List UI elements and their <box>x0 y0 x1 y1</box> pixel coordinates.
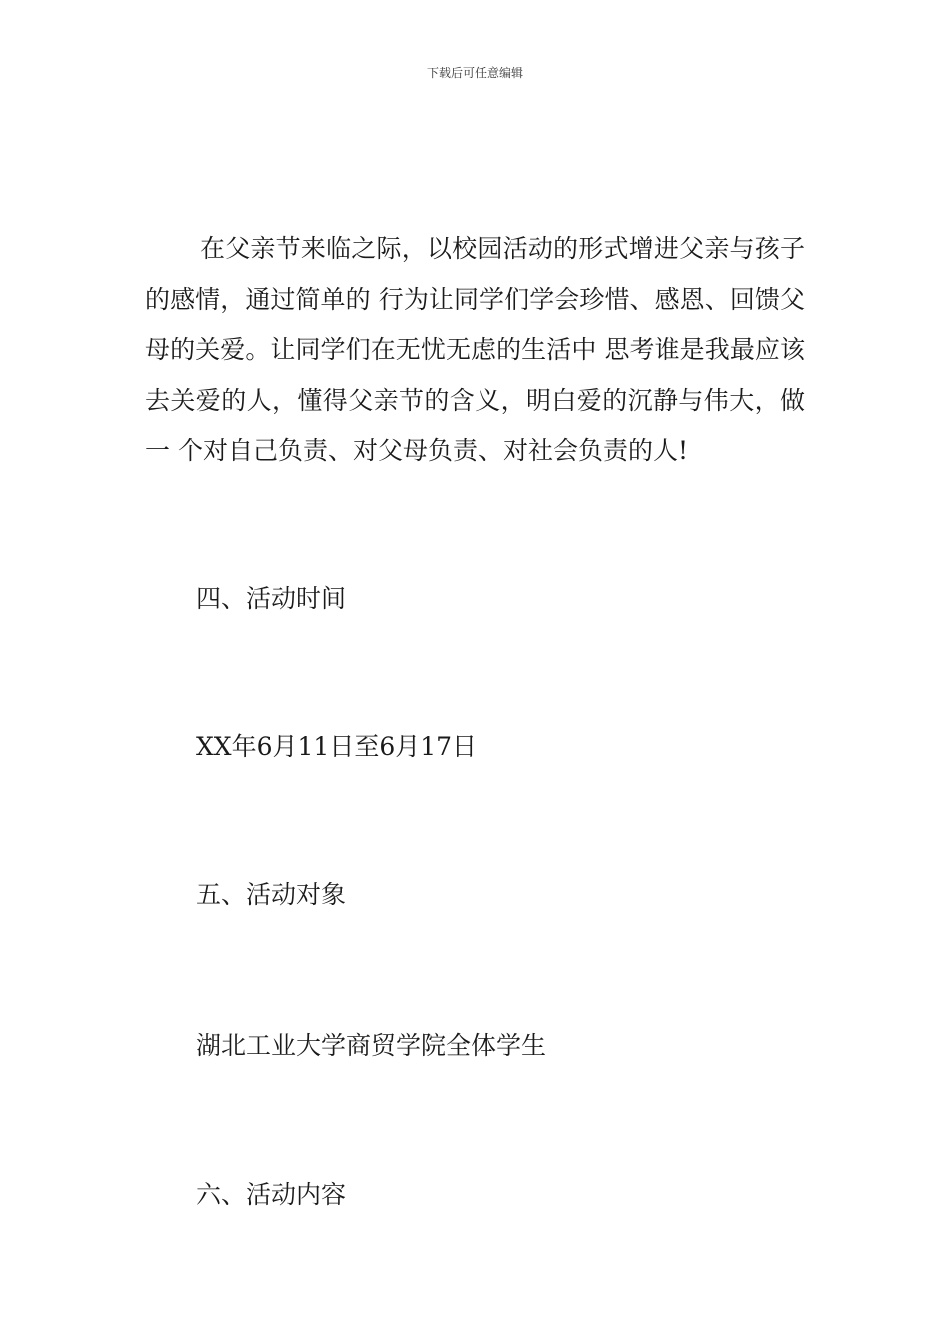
section-content-target: 湖北工业大学商贸学院全体学生 <box>196 1031 547 1060</box>
section-heading-target: 五、活动对象 <box>196 880 347 909</box>
section-heading-content: 六、活动内容 <box>196 1180 347 1209</box>
intro-paragraph: 在父亲节来临之际，以校园活动的形式增进父亲与孩子的感情，通过简单的 行为让同学们学会珍惜、感恩、回馈父母的关爱。让同学们在无忧无虑的生活中 思考谁是我最应该去关爱的人，懂得父亲节的含义，明白爱的沉静与伟大，做一 个对自己负责、对父母负责、对社会负责的人! <box>145 234 805 465</box>
page-header-note: 下载后可任意编辑 <box>426 66 523 80</box>
section-heading-time: 四、活动时间 <box>196 584 347 613</box>
section-content-time: XX年6月11日至6月17日 <box>196 732 478 761</box>
